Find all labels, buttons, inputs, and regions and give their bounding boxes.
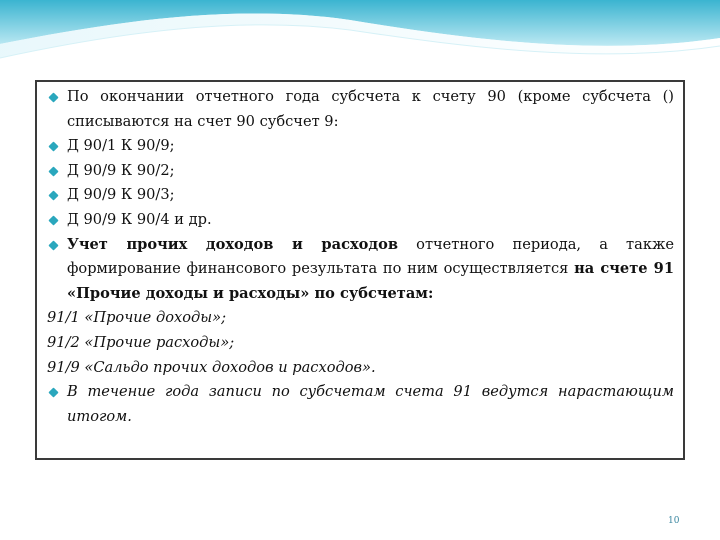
header-wave-decoration [0, 0, 720, 80]
bullet-entry [47, 159, 674, 184]
diamond-bullet-icon [48, 166, 58, 176]
subaccount-line: 91/1 «Прочие доходы»; [47, 309, 226, 327]
diamond-bullet-icon [48, 142, 58, 152]
cumulative-emphasis: нарастающим итогом. [67, 383, 674, 425]
subaccount-line: 91/9 «Сальдо прочих доходов и расходов». [47, 358, 376, 376]
bullet-text: Д 90/1 К 90/9; [67, 137, 175, 155]
cumulative-text: В течение года записи по субсчетам счета 91 ведутся [67, 383, 558, 401]
subaccount-line: 91/2 «Прочие расходы»; [47, 333, 235, 351]
diamond-bullet-icon [48, 240, 58, 250]
diamond-bullet-icon [48, 388, 58, 398]
bullet-other-income [47, 233, 674, 307]
bullet-entry [47, 134, 674, 159]
bullet-text: По окончании отчетного года субсчета к счету 90 (кроме субсчета () списываются на счет 90 субсчет 9: [67, 88, 674, 130]
bullet-text: Д 90/9 К 90/3; [67, 186, 175, 204]
bullet-text: Д 90/9 К 90/2; [67, 161, 175, 179]
bullet-cumulative [47, 380, 674, 429]
diamond-bullet-icon [48, 191, 58, 201]
bullet-closing-entries [47, 85, 674, 134]
bullet-entry [47, 183, 674, 208]
diamond-bullet-icon [48, 215, 58, 225]
other-income-text: отчетного периода, а также формирование финансового результата по ним осуществляется [67, 235, 675, 278]
content-box [35, 80, 685, 460]
slide-text [47, 85, 674, 429]
bullet-text: Д 90/9 К 90/4 и др. [67, 210, 212, 228]
page-number: 10 [668, 516, 680, 526]
bullet-entry [47, 208, 674, 233]
diamond-bullet-icon [48, 92, 58, 102]
other-income-bold-2: на счете 91 «Прочие доходы и расходы» по субсчетам: [67, 260, 674, 302]
other-income-bold-1: Учет прочих доходов и расходов [67, 235, 398, 253]
